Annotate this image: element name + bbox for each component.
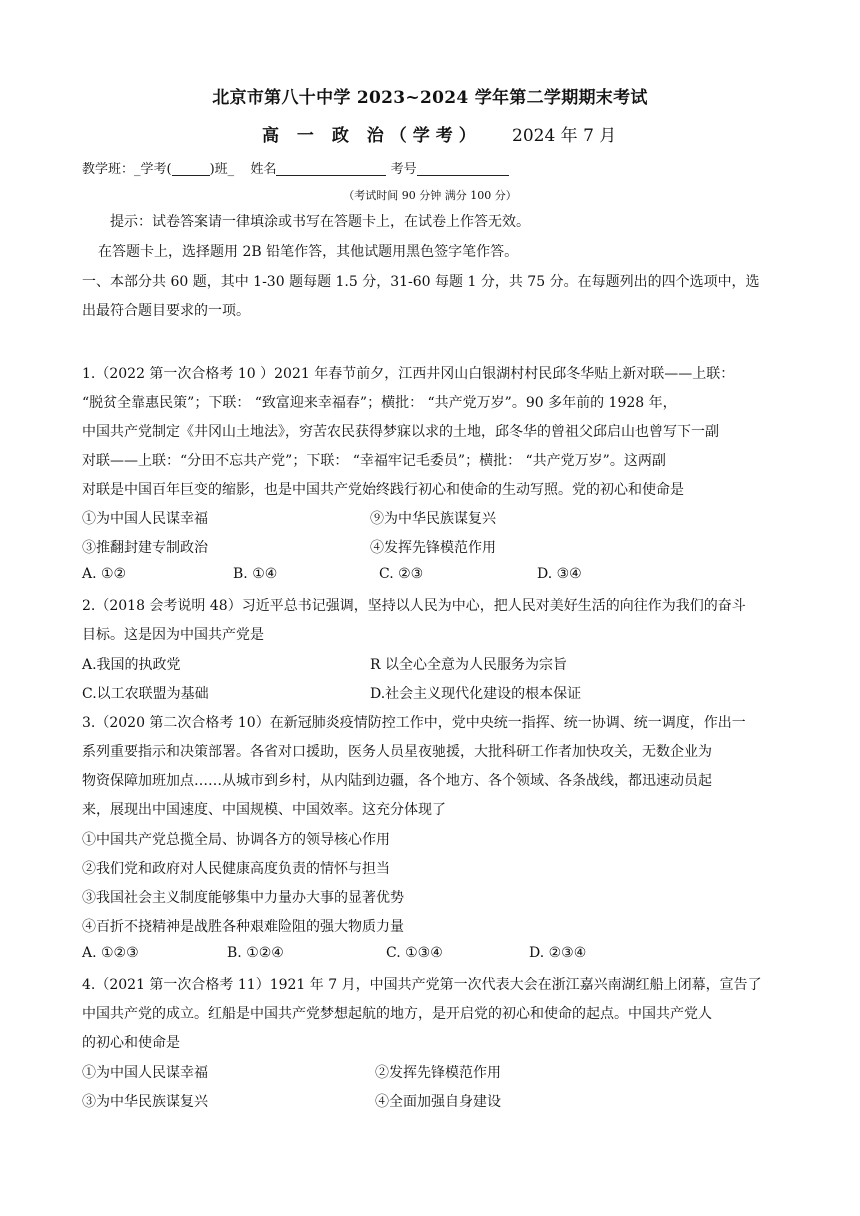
exam-date: 2024 年 7 月	[512, 126, 617, 146]
q3-option-c[interactable]: C. ①③④	[386, 945, 443, 961]
q1-item-2: ⑨为中华民族谋复兴	[370, 511, 496, 527]
q2-option-d[interactable]: D.社会主义现代化建设的根本保证	[370, 686, 582, 702]
q1-line-2: “脱贫全靠惠民策”；下联： “致富迎来幸福春”；横批： “共产党万岁”。90 多年前的 1928 年，	[82, 395, 677, 411]
exam-subject: 高 一 政 治（学考）	[262, 126, 482, 146]
exam-title: 北京市第八十中学 2023~2024 学年第二学期期末考试	[212, 88, 648, 108]
class-label: 教学班：_学考(	[82, 162, 172, 177]
q2-line-1: 2.（2018 会考说明 48）习近平总书记强调，坚持以人民为中心，把人民对美好生活的向往作为我们的奋斗	[82, 598, 746, 614]
q3-line-2: 系列重要指示和决策部署。各省对口援助，医务人员星夜驰援，大批科研工作者加快攻关，无数企业为	[82, 744, 712, 760]
q3-item-3: ③我国社会主义制度能够集中力量办大事的显著优势	[82, 890, 404, 906]
q4-line-1: 4.（2021 第一次合格考 11）1921 年 7 月，中国共产党第一次代表大会在浙江嘉兴南湖红船上闭幕，宣告了	[82, 977, 762, 993]
section-instruction-2: 出最符合题目要求的一项。	[82, 303, 250, 319]
q1-option-b[interactable]: B. ①④	[233, 566, 278, 582]
q2-option-b[interactable]: R 以全心全意为人民服务为宗旨	[370, 657, 567, 673]
q3-line-1: 3.（2020 第二次合格考 10）在新冠肺炎疫情防控工作中，党中央统一指挥、统一协调、统一调度，作出一	[82, 715, 746, 731]
q4-item-4: ④全面加强自身建设	[375, 1094, 501, 1110]
student-info-line	[82, 158, 509, 177]
class-blank[interactable]	[172, 161, 210, 176]
section-instruction-1: 一、本部分共 60 题，其中 1-30 题每题 1.5 分，31-60 每题 1 分，共 75 分。在每题列出的四个选项中，选	[82, 274, 760, 290]
q1-option-d[interactable]: D. ③④	[537, 566, 582, 582]
q4-line-3: 的初心和使命是	[82, 1035, 180, 1051]
q1-line-5: 对联是中国百年巨变的缩影，也是中国共产党始终践行初心和使命的生动写照。党的初心和使命是	[82, 482, 684, 498]
q3-line-4: 来，展现出中国速度、中国规模、中国效率。这充分体现了	[82, 802, 446, 818]
q3-option-d[interactable]: D. ②③④	[529, 945, 587, 961]
q4-item-1: ①为中国人民谋幸福	[82, 1065, 208, 1081]
q4-item-2: ②发挥先锋模范作用	[375, 1065, 501, 1081]
q3-item-2: ②我们党和政府对人民健康高度负责的情怀与担当	[82, 861, 390, 877]
exam-no-label: 考号	[390, 162, 417, 177]
q1-option-a[interactable]: A. ①②	[82, 566, 127, 582]
q1-line-1: 1.（2022 第一次合格考 10 ）2021 年春节前夕，江西井冈山白银湖村村民邱冬华贴上新对联——上联：	[82, 366, 735, 382]
tip-line-1: 提示：试卷答案请一律填涂或书写在答题卡上，在试卷上作答无效。	[110, 214, 530, 230]
q3-option-b[interactable]: B. ①②④	[227, 945, 284, 961]
q1-line-3: 中国共产党制定《井冈山土地法》，穷苦农民获得梦寐以求的土地，邱冬华的曾祖父邱启山也曾写下一副	[82, 424, 719, 440]
q1-option-c[interactable]: C. ②③	[379, 566, 424, 582]
q3-item-1: ①中国共产党总揽全局、协调各方的领导核心作用	[82, 832, 390, 848]
class-label-end: )班_	[209, 162, 235, 177]
q1-item-1: ①为中国人民谋幸福	[82, 511, 208, 527]
exam-time-note: （考试时间 90 分钟 满分 100 分）	[343, 189, 517, 202]
tip-line-2: 在答题卡上，选择题用 2B 铅笔作答，其他试题用黑色签字笔作答。	[98, 244, 519, 260]
q4-item-3: ③为中华民族谋复兴	[82, 1094, 208, 1110]
q1-item-4: ④发挥先锋模范作用	[370, 540, 496, 556]
q3-line-3: 物资保障加班加点……从城市到乡村，从内陆到边疆，各个地方、各个领域、各条战线，都迅速动员起	[82, 773, 712, 789]
name-blank[interactable]	[276, 161, 386, 176]
exam-no-blank[interactable]	[417, 161, 509, 176]
q1-line-4: 对联——上联：“分田不忘共产党”；下联： “幸福牢记毛委员”；横批： “共产党万岁”。这两副	[82, 453, 666, 469]
q1-item-3: ③推翻封建专制政治	[82, 540, 208, 556]
q2-line-2: 目标。这是因为中国共产党是	[82, 627, 264, 643]
q3-item-4: ④百折不挠精神是战胜各种艰难险阻的强大物质力量	[82, 919, 404, 935]
q4-line-2: 中国共产党的成立。红船是中国共产党梦想起航的地方，是开启党的初心和使命的起点。中国共产党人	[82, 1006, 712, 1022]
q2-option-a[interactable]: A.我国的执政党	[82, 657, 181, 673]
name-label: 姓名	[250, 162, 277, 177]
q2-option-c[interactable]: C.以工农联盟为基础	[82, 686, 209, 702]
q3-option-a[interactable]: A. ①②③	[82, 945, 139, 961]
